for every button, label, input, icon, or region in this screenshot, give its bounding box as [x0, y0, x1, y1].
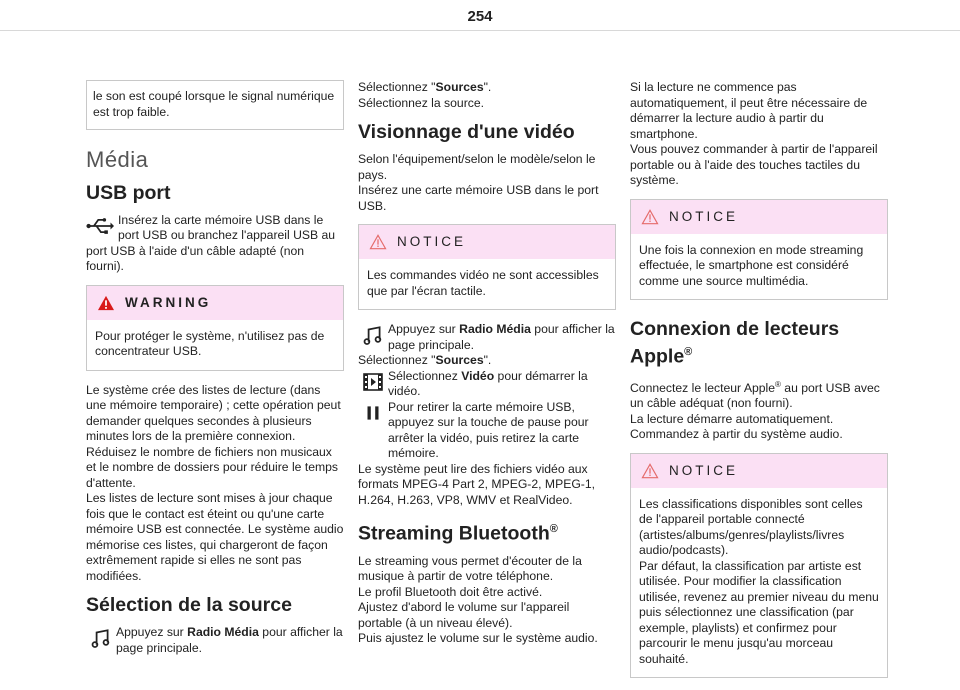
source-step-text: Appuyez sur Radio Média pour afficher la page principale.: [116, 625, 343, 655]
notice-triangle-icon: [369, 234, 387, 250]
video-notice-box: [358, 224, 616, 310]
video-notice-header: [359, 225, 615, 259]
warning-triangle-icon: [97, 295, 115, 311]
video-notice-text: Les commandes vidéo ne sont accessibles que par l'écran tactile.: [367, 268, 599, 298]
apple-notice-text-1: Les classifications disponibles sont celles de l'appareil portable connecté (artistes/albums/genres/playlists/livres audio/podcasts).: [639, 496, 863, 558]
playlist-paragraph-2: Réduisez le nombre de fichiers non musicaux et le nombre de dossiers pour réduire le temps d'attente.: [86, 444, 339, 490]
media-heading: Média: [86, 147, 149, 172]
pause-icon: [358, 400, 388, 426]
video-step-1: [358, 322, 616, 353]
video-step-2-text: Sélectionnez "Sources".: [358, 353, 492, 367]
music-note-icon: [358, 322, 388, 348]
notice-triangle-icon: [641, 209, 659, 225]
warning-title: WARNING: [125, 294, 212, 310]
column-2: [358, 80, 616, 647]
video-heading: Visionnage d'une vidéo: [358, 121, 575, 143]
streaming-notice-box: [630, 199, 888, 301]
apple-heading: Connexion de lecteurs Apple®: [630, 318, 840, 368]
bluetooth-paragraph-4: Puis ajustez le volume sur le système audio.: [358, 631, 598, 645]
playlist-paragraph-1: Le système crée des listes de lecture (dans une mémoire temporaire) ; cette opération peut demander quelques secondes à plusieurs minutes lors de la première connexion.: [86, 382, 341, 443]
bluetooth-paragraph-2: Le profil Bluetooth doit être activé.: [358, 584, 543, 599]
video-step-4-text: Pour retirer la carte mémoire USB, appuyez sur la touche de pause pour arrêter la vidéo, puis retirez la carte mémoire.: [388, 399, 589, 460]
bluetooth-paragraph-3: Ajustez d'abord le volume sur l'appareil portable (à un niveau élevé).: [358, 600, 570, 630]
column-1: [86, 80, 344, 656]
apple-paragraph-1: Connectez le lecteur Apple® au port USB avec un câble adéquat (non fourni).: [630, 379, 880, 411]
continuation-box: [86, 80, 344, 130]
video-paragraph-2: Insérez une carte mémoire USB dans le port USB.: [358, 183, 599, 213]
streaming-notice-text: Une fois la connexion en mode streaming effectuée, le smartphone est considéré comme une source multimédia.: [639, 242, 864, 288]
streaming-paragraph-2: Vous pouvez commander à partir de l'appareil portable ou à l'aide des touches tactiles du système.: [630, 142, 878, 187]
warning-box: [86, 285, 344, 371]
warning-text: Pour protéger le système, n'utilisez pas de concentrateur USB.: [95, 328, 325, 358]
source-step: [86, 625, 344, 656]
usb-text: Insérez la carte mémoire USB dans le port USB ou branchez l'appareil USB au port USB à l'aide d'un câble adapté (non fourni).: [86, 212, 336, 273]
notice-triangle-icon: [641, 463, 659, 479]
apple-notice-box: [630, 453, 888, 679]
film-icon: [358, 369, 388, 395]
playlist-paragraph-3: Les listes de lecture sont mises à jour chaque fois que le contact est éteint ou qu'une carte mémoire USB est connectée. Le système audio mémorise ces listes, qui chargeront de façon extrêmement rapide si elles ne sont pas modifiées.: [86, 491, 344, 583]
source-heading: Sélection de la source: [86, 594, 292, 616]
apple-notice-title: NOTICE: [669, 462, 739, 478]
video-paragraph-1: Selon l'équipement/selon le modèle/selon le pays.: [358, 152, 596, 182]
usb-icon: [86, 213, 118, 239]
video-step-4: [358, 400, 616, 462]
continuation-text: le son est coupé lorsque le signal numérique est trop faible.: [93, 89, 335, 119]
warning-header: [87, 286, 343, 320]
bluetooth-heading: Streaming Bluetooth®: [358, 522, 558, 545]
usb-paragraph: [86, 213, 344, 275]
streaming-paragraph-1: Si la lecture ne commence pas automatiquement, il peut être nécessaire de démarrer la lecture audio à partir du smartphone.: [630, 80, 868, 141]
apple-paragraph-3: Commandez à partir du système audio.: [630, 427, 843, 442]
column-3: [630, 80, 888, 690]
video-formats-text: Le système peut lire des fichiers vidéo aux formats MPEG-4 Part 2, MPEG-2, MPEG-1, H.264, H.263, VP8, WMV et RealVideo.: [358, 461, 596, 507]
page-number: 254: [467, 8, 493, 25]
select-sources-line: Sélectionnez "Sources".: [358, 80, 492, 94]
apple-paragraph-2: La lecture démarre automatiquement.: [630, 411, 834, 426]
apple-notice-text-2: Par défaut, la classification par artiste est utilisée. Pour modifier la classification utilisée, revenez au premier niveau du menu puis sélectionnez une classification (par exemple, playlists) et confirmez pour parcourir le menu jusqu'au morceau souhaité.: [639, 558, 879, 666]
streaming-notice-header: [631, 200, 887, 234]
usb-heading: USB port: [86, 181, 171, 204]
video-step-3: [358, 369, 616, 400]
video-notice-title: NOTICE: [397, 234, 467, 250]
video-step-3-text: Sélectionnez Vidéo pour démarrer la vidéo.: [388, 368, 588, 398]
music-note-icon: [86, 625, 116, 651]
select-source-line: Sélectionnez la source.: [358, 95, 485, 110]
streaming-notice-title: NOTICE: [669, 208, 739, 224]
video-step-1-text: Appuyez sur Radio Média pour afficher la page principale.: [388, 322, 615, 352]
header-rule: [0, 30, 960, 31]
bluetooth-paragraph-1: Le streaming vous permet d'écouter de la musique à partir de votre téléphone.: [358, 553, 582, 583]
apple-notice-header: [631, 454, 887, 488]
